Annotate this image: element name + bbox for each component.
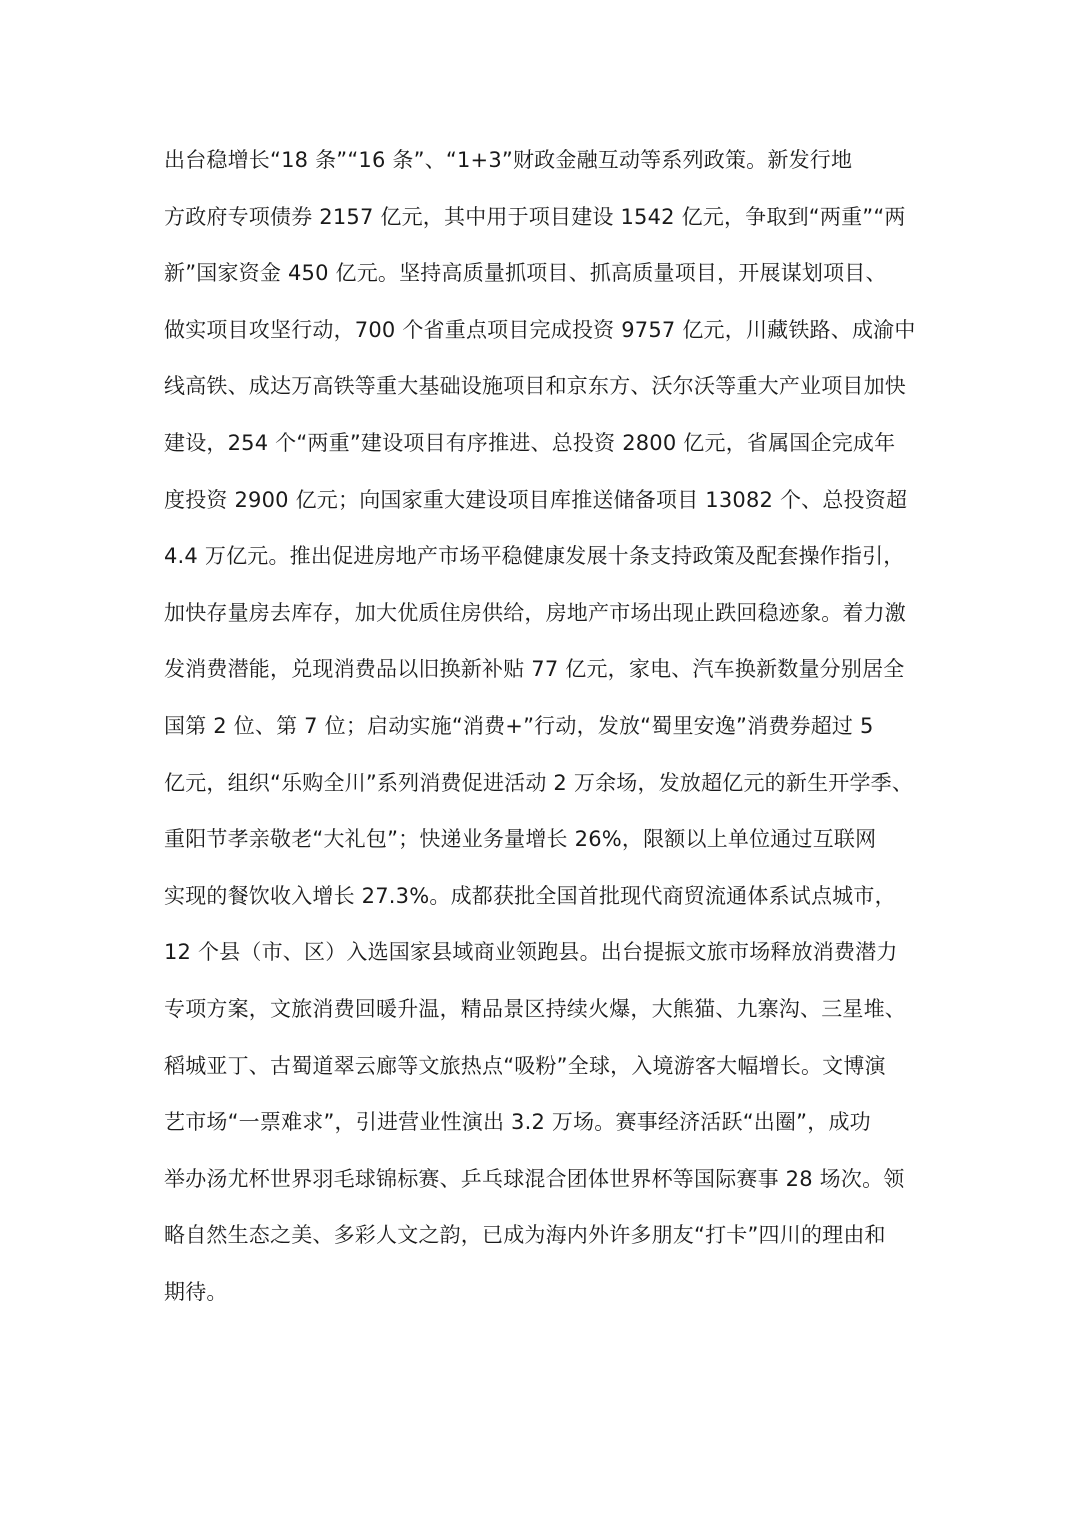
text-line: 国第 2 位、第 7 位；启动实施“消费+”行动，发放“蜀里安逸”消费券超过 5 (164, 713, 874, 738)
text-line: 专项方案，文旅消费回暖升温，精品景区持续火爆，大熊猫、九寨沟、三星堆、 (164, 996, 906, 1021)
text-line: 度投资 2900 亿元；向国家重大建设项目库推送储备项目 13082 个、总投资超 (164, 487, 908, 512)
text-line: 发消费潜能，兑现消费品以旧换新补贴 77 亿元，家电、汽车换新数量分别居全 (164, 657, 905, 682)
text-line: 12 个县（市、区）入选国家县域商业领跑县。出台提振文旅市场释放消费潜力 (164, 940, 898, 965)
text-line: 方政府专项债券 2157 亿元，其中用于项目建设 1542 亿元，争取到“两重”“两 (164, 204, 906, 229)
text-line: 线高铁、成达万高铁等重大基础设施项目和京东方、沃尔沃等重大产业项目加快 (164, 374, 906, 399)
text-line: 加快存量房去库存，加大优质住房供给，房地产市场出现止跌回稳迹象。着力激 (164, 600, 906, 625)
body-paragraph (164, 135, 924, 1323)
text-line: 新”国家资金 450 亿元。坚持高质量抓项目、抓高质量项目，开展谋划项目、 (164, 261, 887, 286)
text-line: 艺市场“一票难求”，引进营业性演出 3.2 万场。赛事经济活跃“出圈”，成功 (164, 1110, 871, 1135)
text-line: 4.4 万亿元。推出促进房地产市场平稳健康发展十条支持政策及配套操作指引， (164, 544, 905, 569)
text-line: 做实项目攻坚行动，700 个省重点项目完成投资 9757 亿元，川藏铁路、成渝中 (164, 317, 916, 342)
text-line: 略自然生态之美、多彩人文之韵，已成为海内外许多朋友“打卡”四川的理由和 (164, 1223, 886, 1248)
text-line: 出台稳增长“18 条”“16 条”、“1+3”财政金融互动等系列政策。新发行地 (164, 148, 853, 172)
text-line: 亿元，组织“乐购全川”系列消费促进活动 2 万余场，发放超亿元的新生开学季、 (164, 770, 914, 795)
text-line: 举办汤尤杯世界羽毛球锦标赛、乒乓球混合团体世界杯等国际赛事 28 场次。领 (164, 1166, 905, 1191)
text-line: 期待。 (164, 1279, 228, 1304)
text-line: 实现的餐饮收入增长 27.3%。成都获批全国首批现代商贸流通体系试点城市， (164, 883, 896, 908)
text-line: 重阳节孝亲敬老“大礼包”；快递业务量增长 26%，限额以上单位通过互联网 (164, 827, 877, 852)
text-line: 稻城亚丁、古蜀道翠云廊等文旅热点“吸粉”全球，入境游客大幅增长。文博演 (164, 1053, 886, 1078)
text-line: 建设，254 个“两重”建设项目有序推进、总投资 2800 亿元，省属国企完成年 (164, 430, 896, 455)
